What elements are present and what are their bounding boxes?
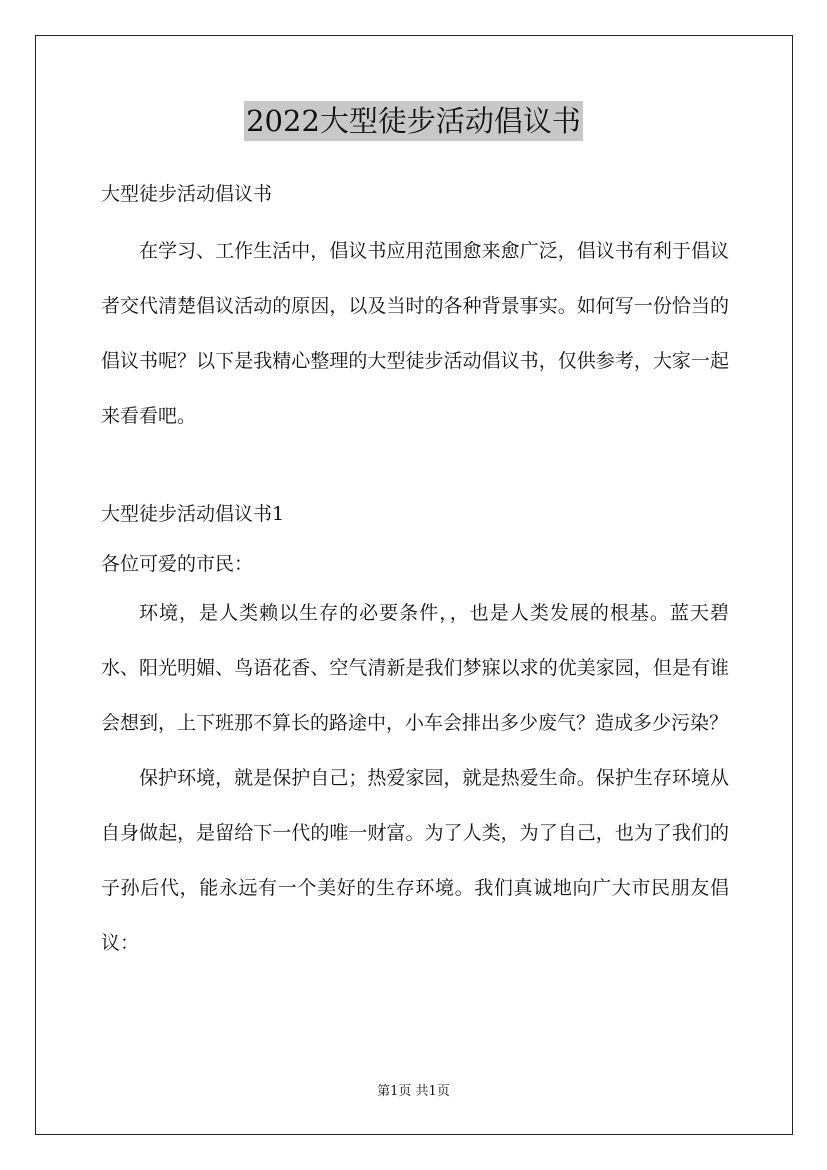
document-body xyxy=(101,172,729,971)
intro-paragraph: 在学习、工作生活中，倡议书应用范围愈来愈广泛，倡议书有利于倡议者交代清楚倡议活动的原因，以及当时的各种背景事实。如何写一份恰当的倡议书呢？以下是我精心整理的大型徒步活动倡议书，仅供参考，大家一起来看看吧。 xyxy=(101,240,729,427)
body-paragraph-2: 保护环境，就是保护自己；热爱家园，就是热爱生命。保护生存环境从自身做起，是留给下一代的唯一财富。为了人类，为了自己，也为了我们的子孙后代，能永远有一个美好的生存环境。我们真诚地向广大市民朋友倡议： xyxy=(101,767,729,954)
salutation: 各位可爱的市民： xyxy=(101,553,254,575)
title-container xyxy=(0,101,827,141)
body-paragraph-1: 环境，是人类赖以生存的必要条件，，也是人类发展的根基。蓝天碧水、阳光明媚、鸟语花香、空气清新是我们梦寐以求的优美家园，但是有谁会想到，上下班那不算长的路途中，小车会排出多少废气？造成多少污染？ xyxy=(101,602,729,734)
page-footer: 第1页 共1页 xyxy=(377,1084,450,1099)
document-title: 2022大型徒步活动倡议书 xyxy=(244,101,583,141)
section-heading: 大型徒步活动倡议书1 xyxy=(101,503,285,525)
document-heading: 大型徒步活动倡议书 xyxy=(101,183,273,205)
